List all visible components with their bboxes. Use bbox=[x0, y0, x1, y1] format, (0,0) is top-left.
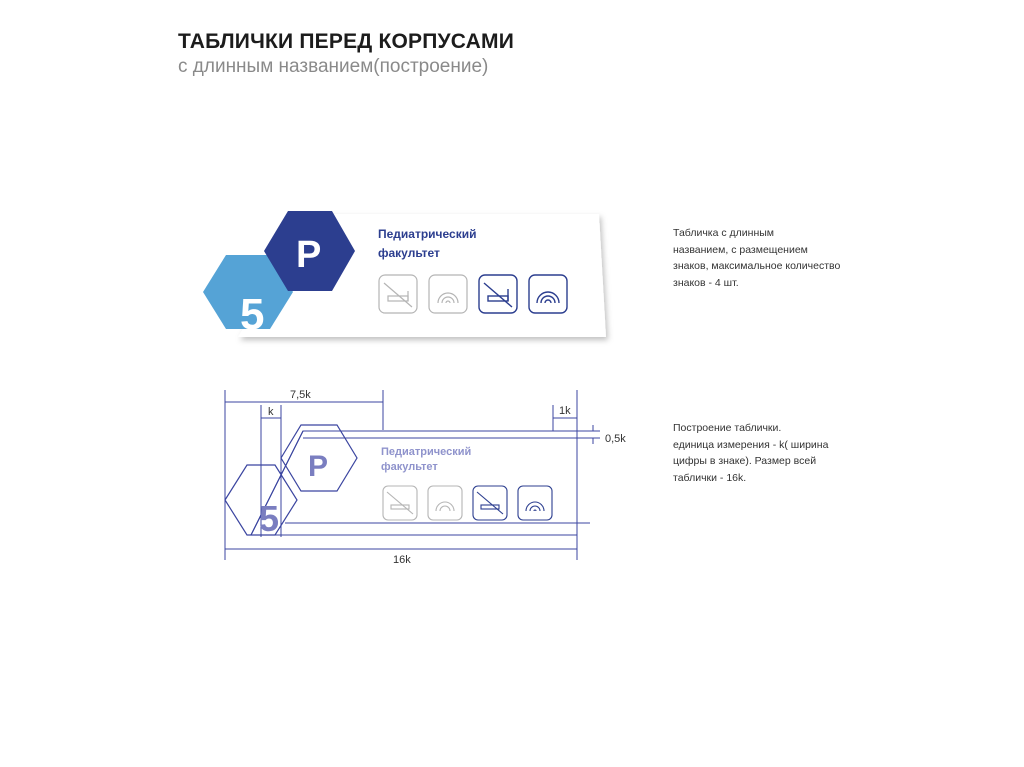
dim-right: 1k bbox=[559, 405, 571, 417]
wifi-icon bbox=[428, 486, 462, 520]
dim-digit: k bbox=[268, 406, 274, 418]
note-top-line: знаков - 4 шт. bbox=[673, 276, 739, 289]
no-smoking-icon bbox=[383, 486, 417, 520]
sign-illustration bbox=[195, 205, 625, 355]
sign-name-line2: факультет bbox=[378, 246, 440, 260]
dim-width-top: 7,5k bbox=[290, 389, 311, 401]
construction-digit: 5 bbox=[259, 498, 280, 539]
page-subtitle: с длинным названием(построение) bbox=[178, 56, 489, 77]
note-bottom-line: Построение таблички. bbox=[673, 422, 782, 434]
wifi-icon bbox=[518, 486, 552, 520]
note-bottom-line: цифры в знаке). Размер всей bbox=[673, 455, 817, 467]
construction-name-line1: Педиатрический bbox=[381, 446, 472, 458]
note-top-line: знаков, максимальное количество bbox=[673, 260, 841, 272]
note-top-line: Табличка с длинным bbox=[673, 227, 775, 239]
no-smoking-icon bbox=[473, 486, 507, 520]
sign-digit: 5 bbox=[240, 290, 265, 339]
dim-total: 16k bbox=[393, 554, 411, 566]
page-title: ТАБЛИЧКИ ПЕРЕД КОРПУСАМИ bbox=[178, 30, 514, 53]
note-top-line: названием, с размещением bbox=[673, 243, 808, 256]
note-bottom bbox=[673, 420, 828, 486]
sign-name-line1: Педиатрический bbox=[378, 227, 477, 241]
construction-name-line2: факультет bbox=[381, 461, 438, 473]
sign-letter: P bbox=[296, 234, 322, 276]
note-top bbox=[673, 225, 840, 291]
dim-offset: 0,5k bbox=[605, 433, 626, 445]
note-bottom-line: единица измерения - k( ширина bbox=[673, 438, 829, 451]
note-bottom-line: таблички - 16k. bbox=[673, 471, 747, 484]
construction-drawing bbox=[215, 385, 645, 585]
construction-icons bbox=[383, 486, 552, 520]
construction-letter: P bbox=[308, 450, 329, 483]
